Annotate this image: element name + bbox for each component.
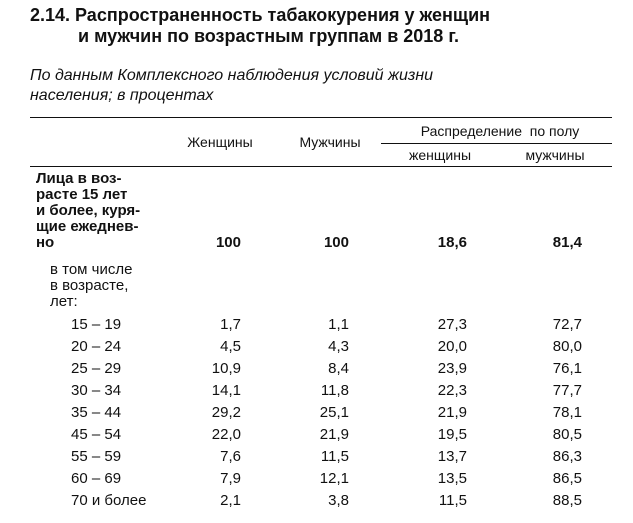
dist-men-value: 77,7 <box>552 382 582 399</box>
subtitle-line-2: населения; в процентах <box>30 87 214 104</box>
total-women: 100 <box>215 234 241 251</box>
women-value: 29,2 <box>211 404 241 421</box>
age-group: 25 – 29 <box>71 360 122 377</box>
distribution-rule <box>381 143 612 144</box>
header-bottom-rule <box>30 166 612 167</box>
women-value: 7,6 <box>220 448 241 465</box>
table-row <box>0 402 633 424</box>
dist-women-value: 13,7 <box>437 448 467 465</box>
header-distribution: Распределение по полу <box>420 123 580 139</box>
total-label-line: Лица в воз- <box>36 170 122 187</box>
dist-women-value: 11,5 <box>438 492 467 509</box>
men-value: 12,1 <box>319 470 349 487</box>
dist-women-value: 13,5 <box>437 470 467 487</box>
age-group: 45 – 54 <box>71 426 122 443</box>
header-top-rule <box>30 117 612 118</box>
header-dist-women: женщины <box>408 147 471 163</box>
subtitle-line-1: По данным Комплексного наблюдения условий жизни <box>30 67 434 84</box>
total-men: 100 <box>323 234 349 251</box>
age-group: 20 – 24 <box>71 338 122 355</box>
dist-men-value: 80,5 <box>552 426 582 443</box>
dist-men-value: 88,5 <box>552 492 582 509</box>
age-group: 70 и более <box>71 492 147 509</box>
women-value: 2,1 <box>220 492 241 509</box>
dist-women-value: 22,3 <box>437 382 467 399</box>
dist-men-value: 86,5 <box>552 470 582 487</box>
dist-men-value: 76,1 <box>552 360 582 377</box>
table-row <box>0 424 633 446</box>
men-value: 8,4 <box>328 360 349 377</box>
dist-women-value: 27,3 <box>437 316 467 333</box>
women-value: 10,9 <box>211 360 241 377</box>
table-title <box>30 5 490 47</box>
total-label-line: и более, куря- <box>36 202 141 219</box>
dist-men-value: 86,3 <box>552 448 582 465</box>
men-value: 3,8 <box>328 492 349 509</box>
age-group: 30 – 34 <box>71 382 122 399</box>
table-row <box>0 468 633 490</box>
dist-women-value: 20,0 <box>437 338 467 355</box>
men-value: 1,1 <box>328 316 349 333</box>
total-label-line: расте 15 лет <box>36 186 128 203</box>
total-row <box>0 232 633 254</box>
age-group: 15 – 19 <box>71 316 122 333</box>
dist-men-value: 80,0 <box>552 338 582 355</box>
dist-women-value: 21,9 <box>437 404 467 421</box>
dist-men-value: 72,7 <box>552 316 582 333</box>
subheading-line: в возрасте, <box>50 277 129 294</box>
subheading-line: лет: <box>50 293 78 310</box>
men-value: 11,5 <box>320 448 349 465</box>
dist-women-value: 23,9 <box>437 360 467 377</box>
header-women: Женщины <box>187 134 253 150</box>
total-dist-men: 81,4 <box>552 234 582 251</box>
women-value: 22,0 <box>211 426 241 443</box>
table-subtitle <box>30 66 433 106</box>
age-group: 55 – 59 <box>71 448 122 465</box>
women-value: 1,7 <box>220 316 241 333</box>
total-label-line: щие ежеднев- <box>36 218 139 235</box>
table-row <box>0 336 633 358</box>
dist-men-value: 78,1 <box>552 404 582 421</box>
age-group: 60 – 69 <box>71 470 122 487</box>
table-row <box>0 380 633 402</box>
title-line-2: и мужчин по возрастным группам в 2018 г. <box>78 26 460 46</box>
men-value: 25,1 <box>319 404 349 421</box>
subheading-line: в том числе <box>50 261 133 278</box>
table-row <box>0 358 633 380</box>
title-line-1: 2.14. Распространенность табакокурения у женщин <box>30 5 491 25</box>
age-group: 35 – 44 <box>71 404 122 421</box>
total-dist-women: 18,6 <box>437 234 467 251</box>
women-value: 14,1 <box>211 382 241 399</box>
women-value: 7,9 <box>220 470 241 487</box>
men-value: 4,3 <box>328 338 349 355</box>
table-row <box>0 446 633 468</box>
total-label-line: но <box>36 234 55 251</box>
men-value: 11,8 <box>320 382 349 399</box>
table-row <box>0 490 633 512</box>
women-value: 4,5 <box>220 338 241 355</box>
header-men: Мужчины <box>299 134 361 150</box>
header-dist-men: мужчины <box>525 147 585 163</box>
dist-women-value: 19,5 <box>437 426 467 443</box>
men-value: 21,9 <box>319 426 349 443</box>
table-row <box>0 314 633 336</box>
